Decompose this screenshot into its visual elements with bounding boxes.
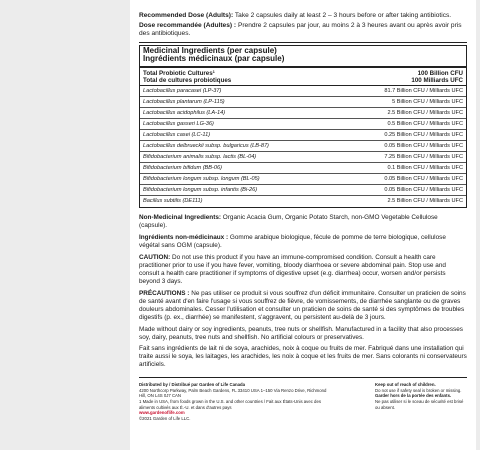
ingredient-amount: 0.05 Billion CFU / Milliards UFC [384, 176, 463, 183]
ingredients-title-en: Medicinal Ingredients (per capsule) [143, 45, 277, 55]
caution-label-fr: PRÉCAUTIONS : [139, 289, 190, 297]
ingredient-amount: 0.1 Billion CFU / Milliards UFC [387, 165, 463, 172]
keep-out-fr: Garder hors de la portée des enfants. [375, 393, 452, 399]
recommended-dose-en [139, 12, 467, 20]
dose-text-fr: Prendre 2 capsules par jour, au moins 2 à 3 heures avant ou après avoir pris des antibiotiques. [139, 22, 462, 38]
dose-label-fr: Dose recommandée (Adultes) : [139, 22, 237, 30]
caution-fr [139, 290, 467, 322]
ingredient-amount: 2.5 Billion CFU / Milliards UFC [387, 110, 463, 117]
ingredient-row [140, 152, 466, 163]
ingredient-row [140, 86, 466, 97]
caution-text-fr: Ne pas utiliser ce produit si vous souffrez d'un déficit immunitaire. Consulter un praticien de soins de santé avant d'en faire l'usage si vous souffrez de fièvre, de vomissements, de diarrhée sanglante ou de graves douleurs abdominales. Cesser l'utilisation et consulter un praticien de soins de santé si des symptômes de troubles digestifs (p. ex., diarrhée) se manifestent, s'aggravent, ou persistent au-delà de 3 jours. [139, 289, 466, 321]
total-label-fr: Total de cultures probiotiques [143, 77, 232, 85]
non-medicinal-label-en: Non-Medicinal Ingredients: [139, 214, 222, 222]
allergen-statement-en: Made without dairy or soy ingredients, peanuts, tree nuts or shellfish. Manufactured in a facility that also processes soy, dairy, peanuts, tree nuts and shellfish. No artificial colours or preservatives. [139, 325, 463, 341]
dose-text-en: Take 2 capsules daily at least 2 – 3 hours before or after taking antibiotics. [233, 12, 452, 19]
ingredient-name: Bifidobacterium bifidum (BB-06) [143, 165, 222, 172]
caution-en [139, 254, 467, 286]
ingredient-amount: 5 Billion CFU / Milliards UFC [392, 99, 463, 106]
distributor-label: Distributed by / Distribué par Garden of Life Canada [139, 382, 246, 388]
total-footnote-mark: 1 [212, 69, 215, 75]
non-medicinal-text-en: Organic Acacia Gum, Organic Potato Starch, non-GMO Vegetable Cellulose (capsule). [139, 214, 438, 230]
ingredient-row [140, 108, 466, 119]
medicinal-ingredients-table [139, 45, 467, 209]
ingredient-row [140, 174, 466, 185]
ingredient-row [140, 130, 466, 141]
divider [139, 42, 467, 43]
distributor-address: 4200 Northcorp Parkway, Palm Beach Gardens, FL 33410 USA 1–150 Via Renzo Drive, Richmond Hill, ON L4S 0J7 CAN [139, 387, 327, 399]
non-medicinal-fr [139, 234, 467, 250]
seal-warning-fr: Ne pas utiliser si le sceau de sécurité est brisé ou absent. [375, 399, 464, 410]
dose-label-en: Recommended Dose (Adults): [139, 12, 234, 19]
ingredient-name: Lactobacillus acidophilus (LA-14) [143, 110, 226, 117]
caution-label-en: CAUTION: [139, 254, 171, 262]
ingredient-name: Lactobacillus casei (LC-11) [143, 132, 211, 139]
ingredient-row [140, 185, 466, 196]
distributor-info [139, 382, 329, 421]
non-medicinal-label-fr: Ingrédients non-médicinaux : [139, 234, 229, 242]
website-link[interactable]: www.gardenoflife.com [139, 410, 185, 416]
safety-warnings [375, 382, 467, 421]
non-medicinal-en [139, 214, 467, 230]
ingredient-row [140, 163, 466, 174]
ingredient-rows [140, 86, 466, 207]
caution-text-en: Do not use this product if you have an immune-compromised condition. Consult a health care practitioner prior to use if you have fever, vomiting, bloody diarrhoea or severe abdominal pain. Stop use and consult a health care practitioner if symptoms of digestive upset (e.g. diarrhea) occur, worsen and/or persists beyond 3 days. [139, 254, 446, 285]
ingredient-row [140, 97, 466, 108]
ingredient-amount: 81.7 Billion CFU / Milliards UFC [384, 88, 463, 95]
ingredient-row [140, 141, 466, 152]
ingredient-name: Lactobacillus paracasei (LP-37) [143, 88, 222, 95]
allergen-statement-fr: Fait sans ingrédients de lait ni de soya, arachides, noix à coque ou fruits de mer. Fabriqué dans une installation qui traite aussi le soya, les laitages, les arachides, les noix à coque et les fruits de mer. Sans colorants ni conservateurs artificiels. [139, 345, 467, 369]
ingredient-amount: 7.25 Billion CFU / Milliards UFC [384, 154, 463, 161]
ingredient-amount: 0.5 Billion CFU / Milliards UFC [387, 121, 463, 128]
ingredient-name: Lactobacillus gasseri LG-36) [143, 121, 214, 128]
ingredient-amount: 0.05 Billion CFU / Milliards UFC [384, 187, 463, 194]
source-footnote: 1 Made in USA, from foods grown in the U.S. and other countries / Fait aux États-Unis avec des aliments cultivés aux É.-U. et dans d'autres pays [139, 399, 321, 410]
seal-warning-en: Do not use if safety seal is broken or missing. [375, 387, 462, 393]
total-amount-en: 100 Billion CFU [417, 70, 463, 78]
total-amount-fr: 100 Milliards UFC [411, 77, 463, 85]
ingredient-name: Bifidobacterium longum subsp. longum (BL-05) [143, 176, 260, 183]
ingredient-amount: 0.05 Billion CFU / Milliards UFC [384, 143, 463, 150]
ingredient-name: Bacillus subtilis (DE111) [143, 198, 203, 205]
ingredients-heading [140, 46, 466, 69]
keep-out-en: Keep out of reach of children. [375, 382, 436, 388]
label-footer [139, 377, 467, 421]
copyright: ©2021 Garden of Life LLC. [139, 415, 191, 421]
non-medicinal-text-fr: Gomme arabique biologique, fécule de pomme de terre biologique, cellulose végétal sans OGM (capsule). [139, 234, 446, 250]
ingredient-amount: 0.25 Billion CFU / Milliards UFC [384, 132, 463, 139]
ingredient-name: Bifidobacterium animalis subsp. lactis (BL-04) [143, 154, 257, 161]
ingredient-row [140, 119, 466, 130]
ingredients-title-fr: Ingrédients médicinaux (par capsule) [143, 54, 285, 64]
ingredient-name: Lactobacillus delbrueckii subsp. bulgaricus (LB-87) [143, 143, 269, 150]
ingredient-name: Lactobacillus plantarum (LP-115) [143, 99, 225, 106]
ingredient-row [140, 196, 466, 207]
total-label-en: Total Probiotic Cultures [143, 70, 213, 78]
ingredient-name: Bifidobacterium longum subsp. infantis (Bi-26) [143, 187, 258, 194]
product-label-panel [130, 0, 476, 450]
ingredient-amount: 2.5 Billion CFU / Milliards UFC [387, 198, 463, 205]
recommended-dose-fr [139, 22, 467, 38]
total-cultures-row [140, 68, 466, 86]
